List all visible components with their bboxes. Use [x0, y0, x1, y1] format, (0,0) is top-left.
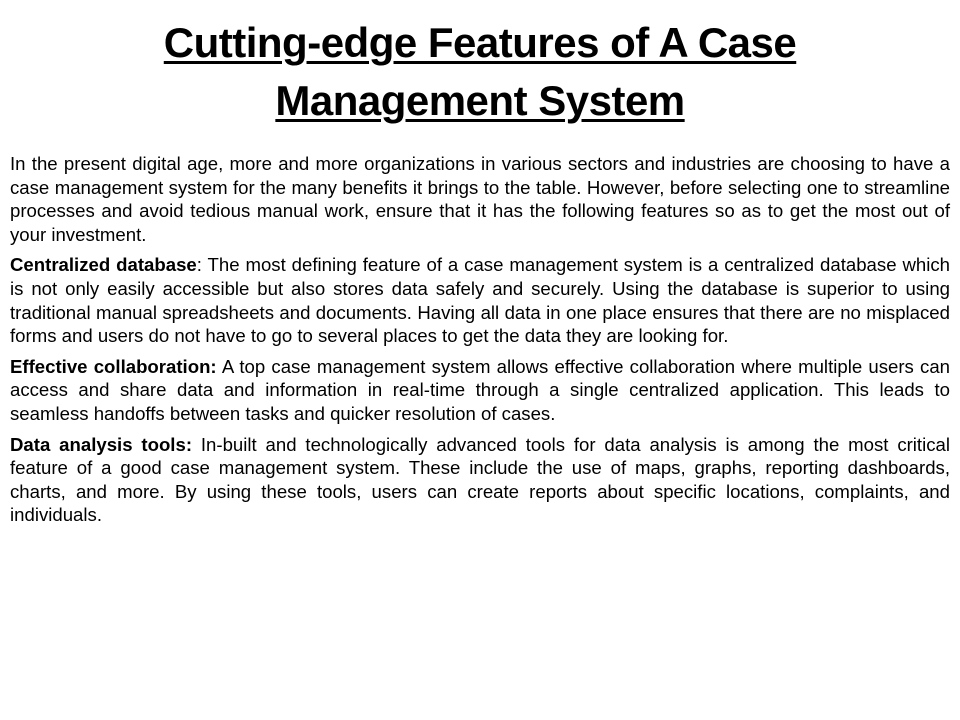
feature-separator: [192, 434, 201, 455]
feature-heading: Effective collaboration:: [10, 355, 217, 377]
feature-data-analysis-tools: [10, 433, 950, 527]
slide-title: Cutting-edge Features of A Case Management System: [163, 19, 797, 124]
feature-heading: Data analysis tools:: [10, 433, 193, 455]
feature-heading: Centralized database: [10, 254, 197, 276]
feature-centralized-database: [10, 253, 950, 347]
feature-text: A top case management system allows effective collaboration where multiple users can access and share data and information in real-time through a single centralized application. This leads to seamless handoffs between tasks and quicker resolution of cases.: [10, 355, 951, 424]
feature-effective-collaboration: [10, 355, 950, 426]
slide-body: [10, 152, 950, 527]
feature-text: In-built and technologically advanced tools for data analysis is among the most critical feature of a good case management system. These include the use of maps, graphs, reporting dashboards, charts, and more. By using these tools, users can create reports about specific locations, complaints, and individuals.: [10, 433, 950, 526]
feature-separator: :: [196, 254, 208, 276]
intro-paragraph: In the present digital age, more and more organizations in various sectors and industries are choosing to have a case management system for the many benefits it brings to the table. However, before selecting one to streamline processes and avoid tedious manual work, ensure that it has the following features so as to get the most out of your investment.: [10, 153, 950, 245]
feature-text: The most defining feature of a case management system is a centralized database which is not only easily accessible but also stores data safely and securely. Using the database is superior to using traditional manual spreadsheets and documents. Having all data in one place ensures that there are no misplaced forms and users do not have to go to several places to get the data they are looking for.: [10, 254, 950, 347]
